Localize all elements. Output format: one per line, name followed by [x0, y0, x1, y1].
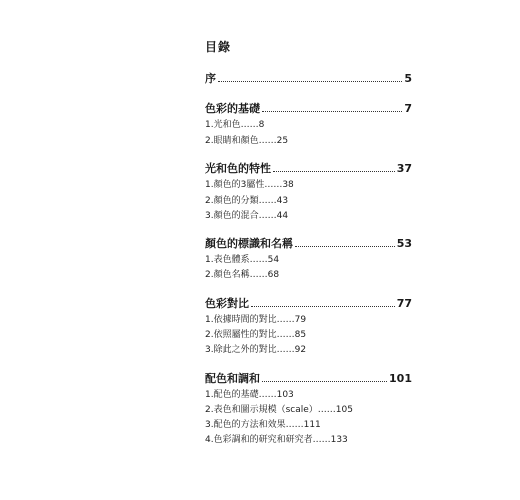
- toc-section: 2.表色和圖示規模（scale）……105: [205, 405, 353, 415]
- chapter-title: 光和色的特性: [205, 162, 271, 175]
- toc-chapter-light-color-properties: [205, 160, 412, 176]
- dot-leader: [262, 111, 402, 112]
- toc-section: 3.顏色的混合……44: [205, 211, 289, 221]
- dot-leader: [251, 306, 395, 307]
- toc-title: 目錄: [205, 40, 232, 54]
- chapter-page-number: 77: [396, 297, 412, 310]
- toc-chapter-color-contrast: [205, 295, 412, 311]
- chapter-page-number: 7: [404, 102, 412, 115]
- toc-chapter-color-notation-names: [205, 235, 412, 251]
- toc-section: 1.顏色的3屬性……38: [205, 180, 294, 190]
- toc-section: 3.配色的方法和效果……111: [205, 420, 321, 430]
- chapter-page-number: 37: [396, 162, 412, 175]
- dot-leader: [262, 381, 387, 382]
- chapter-title: 序: [205, 72, 216, 85]
- toc-section: 1.配色的基礎……103: [205, 390, 294, 400]
- chapter-page-number: 5: [404, 72, 412, 85]
- dot-leader: [218, 81, 402, 82]
- chapter-page-number: 53: [396, 237, 412, 250]
- chapter-title: 顏色的標識和名稱: [205, 237, 293, 250]
- toc-chapter-preface: [205, 70, 412, 86]
- chapter-page-number: 101: [389, 372, 412, 385]
- chapter-title: 色彩的基礎: [205, 102, 260, 115]
- toc-section: 1.依據時間的對比……79: [205, 315, 307, 325]
- toc-section: 2.眼睛和顏色……25: [205, 136, 289, 146]
- chapter-title: 色彩對比: [205, 297, 249, 310]
- toc-section: 1.表色體系……54: [205, 255, 280, 265]
- toc-section: 2.顏色名稱……68: [205, 270, 280, 280]
- chapter-title: 配色和調和: [205, 372, 260, 385]
- dot-leader: [273, 171, 395, 172]
- toc-section: 4.色彩調和的研究和研究者……133: [205, 435, 348, 445]
- toc-section: 3.除此之外的對比……92: [205, 345, 307, 355]
- dot-leader: [295, 246, 395, 247]
- toc-chapter-color-basics: [205, 100, 412, 116]
- toc-chapter-color-scheme-harmony: [205, 370, 412, 386]
- toc-section: 2.依照屬性的對比……85: [205, 330, 307, 340]
- toc-section: 2.顏色的分類……43: [205, 196, 289, 206]
- toc-section: 1.光和色……8: [205, 120, 265, 130]
